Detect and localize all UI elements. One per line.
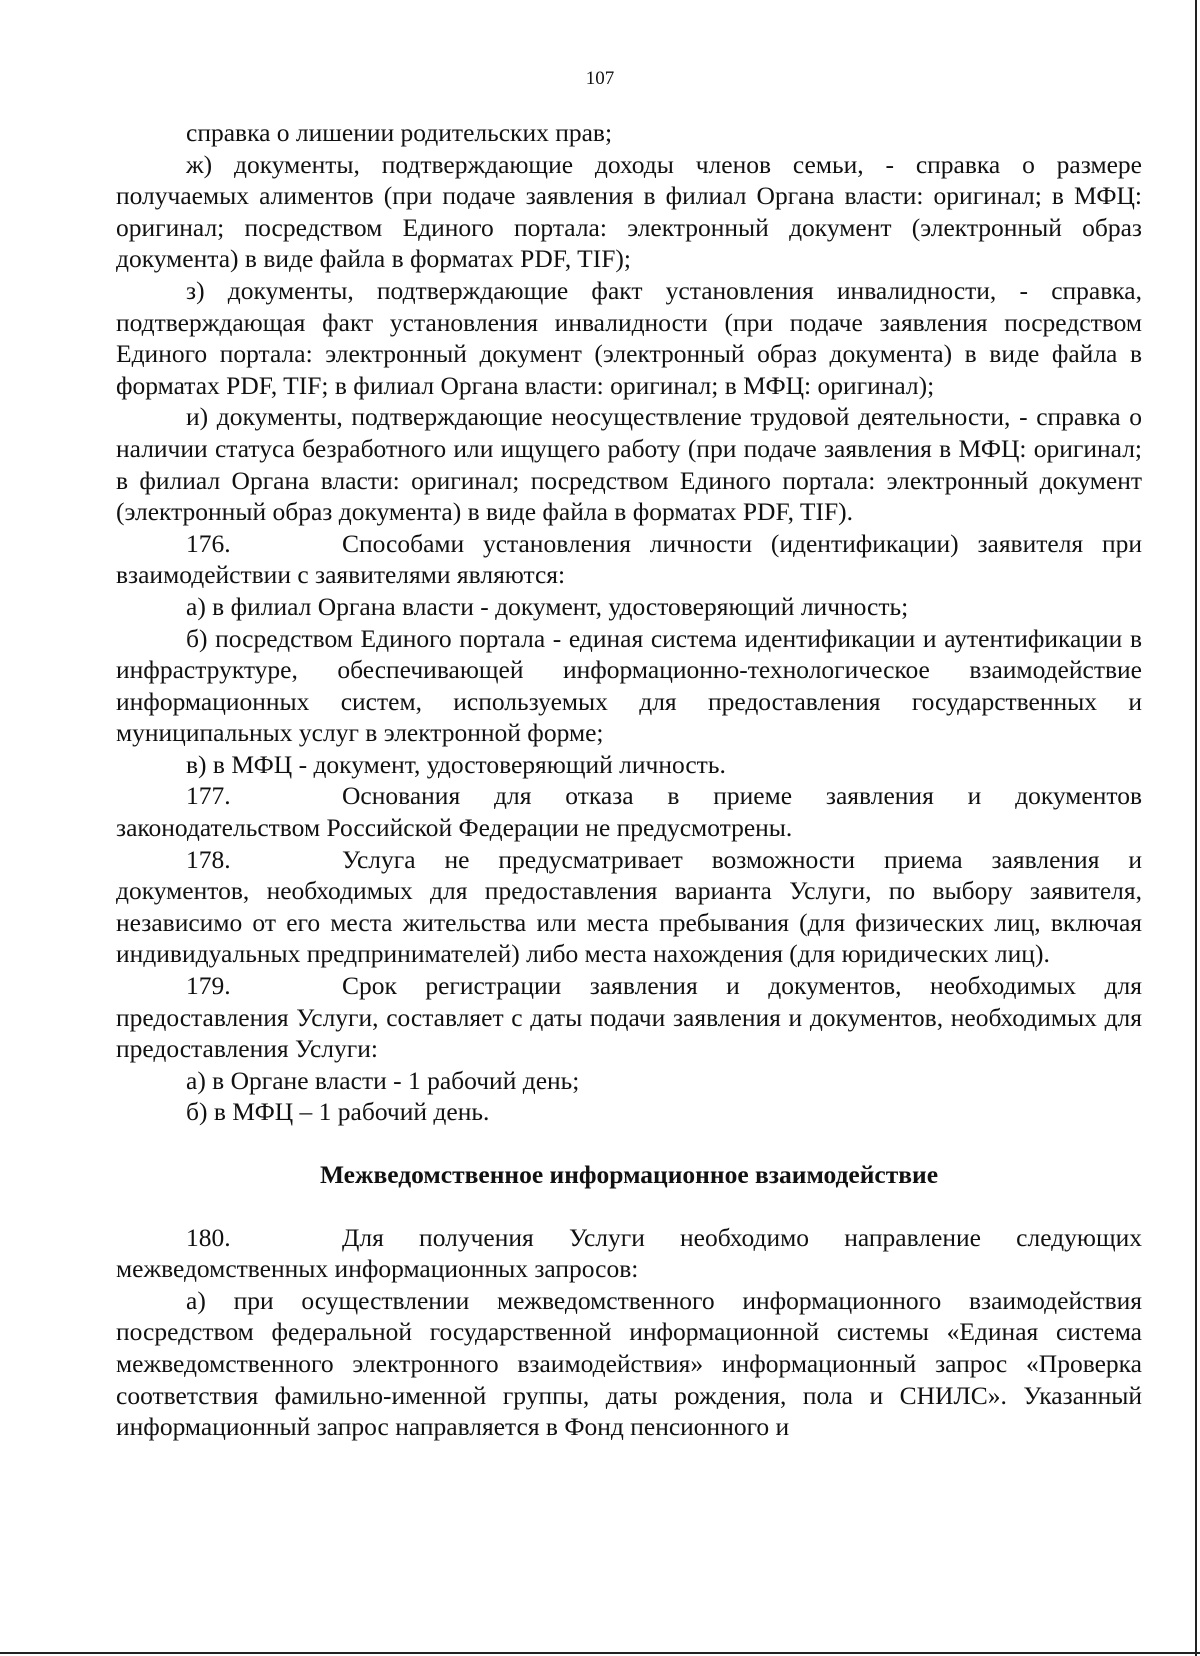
scan-edge-right xyxy=(1195,0,1197,1656)
paragraph xyxy=(116,1096,1142,1128)
paragraph-text: б) посредством Единого портала - единая система идентификации и аутентификации в инфраструктуре, обеспечивающей информационно-технологическое взаимодействие информационных систем, используемых для предоставления государственных и муниципальных услуг в электронной форме; xyxy=(116,623,1142,748)
paragraph-text: Услуга не предусматривает возможности приема заявления и документов, необходимых для предоставления варианта Услуги, по выбору заявителя, независимо от его места жительства или места пребывания (для физических лиц, включая индивидуальных предпринимателей) либо места нахождения (для юридических лиц). xyxy=(116,844,1142,969)
paragraph-text: б) в МФЦ – 1 рабочий день. xyxy=(186,1097,490,1127)
paragraph-text: а) в филиал Органа власти - документ, удостоверяющий личность; xyxy=(186,591,909,621)
paragraph-text: и) документы, подтверждающие неосуществление трудовой деятельности, - справка о наличии статуса безработного или ищущего работу (при подаче заявления в МФЦ: оригинал; в филиал Органа власти: оригинал; посредством Единого портала: электронный документ (электронный образ документа) в виде файла в форматах PDF, TIF). xyxy=(116,402,1142,527)
clause-number: 177. xyxy=(186,781,231,811)
clause-number: 179. xyxy=(186,971,231,1001)
paragraph xyxy=(116,780,1142,843)
paragraphs-top xyxy=(116,117,1142,1128)
paragraph xyxy=(116,149,1142,275)
document-body xyxy=(116,117,1142,1443)
paragraph-text: Для получения Услуги необходимо направление следующих межведомственных информационных запросов: xyxy=(116,1222,1142,1284)
paragraph-text: а) в Органе власти - 1 рабочий день; xyxy=(186,1065,580,1095)
paragraph-text: Основания для отказа в приеме заявления и документов законодательством Российской Федерации не предусмотрены. xyxy=(116,781,1142,843)
paragraph-text: в) в МФЦ - документ, удостоверяющий личность. xyxy=(186,749,726,779)
scan-edge-bottom xyxy=(0,1652,1200,1654)
paragraph xyxy=(116,591,1142,623)
clause-number: 178. xyxy=(186,844,231,874)
clause-number: 176. xyxy=(186,528,231,558)
paragraph-text: справка о лишении родительских прав; xyxy=(186,118,613,147)
paragraph xyxy=(116,623,1142,749)
paragraph xyxy=(116,970,1142,1065)
paragraph-text: Срок регистрации заявления и документов, необходимых для предоставления Услуги, составляет с даты подачи заявления и документов, необходимых для предоставления Услуги: xyxy=(116,971,1142,1064)
paragraph xyxy=(116,401,1142,527)
paragraph-text: з) документы, подтверждающие факт установления инвалидности, - справка, подтверждающая факт установления инвалидности (при подаче заявления посредством Единого портала: электронный документ (электронный образ документа) в виде файла в форматах PDF, TIF; в филиал Органа власти: оригинал; в МФЦ: оригинал); xyxy=(116,275,1142,400)
paragraph-text: ж) документы, подтверждающие доходы членов семьи, - справка о размере получаемых алиментов (при подаче заявления в филиал Органа власти: оригинал; в МФЦ: оригинал; посредством Единого портала: электронный документ (электронный образ документа) в виде файла в форматах PDF, TIF); xyxy=(116,149,1142,274)
paragraph xyxy=(116,117,1142,149)
paragraph xyxy=(116,749,1142,781)
paragraph xyxy=(116,1065,1142,1097)
paragraph xyxy=(116,528,1142,591)
paragraph-text: а) при осуществлении межведомственного информационного взаимодействия посредством федеральной государственной информационной системы «Единая система межведомственного электронного взаимодействия» информационный запрос «Проверка соответствия фамильно-именной группы, даты рождения, пола и СНИЛС». Указанный информационный запрос направляется в Фонд пенсионного и xyxy=(116,1285,1142,1442)
page-number: 107 xyxy=(585,68,615,89)
paragraph xyxy=(116,1285,1142,1443)
paragraph xyxy=(116,275,1142,401)
paragraphs-bottom xyxy=(116,1222,1142,1443)
paragraph xyxy=(116,844,1142,970)
section-heading: Межведомственное информационное взаимодействие xyxy=(319,1160,939,1189)
clause-number: 180. xyxy=(186,1222,231,1252)
paragraph-text: Способами установления личности (идентификации) заявителя при взаимодействии с заявителями являются: xyxy=(116,528,1142,590)
paragraph xyxy=(116,1222,1142,1285)
